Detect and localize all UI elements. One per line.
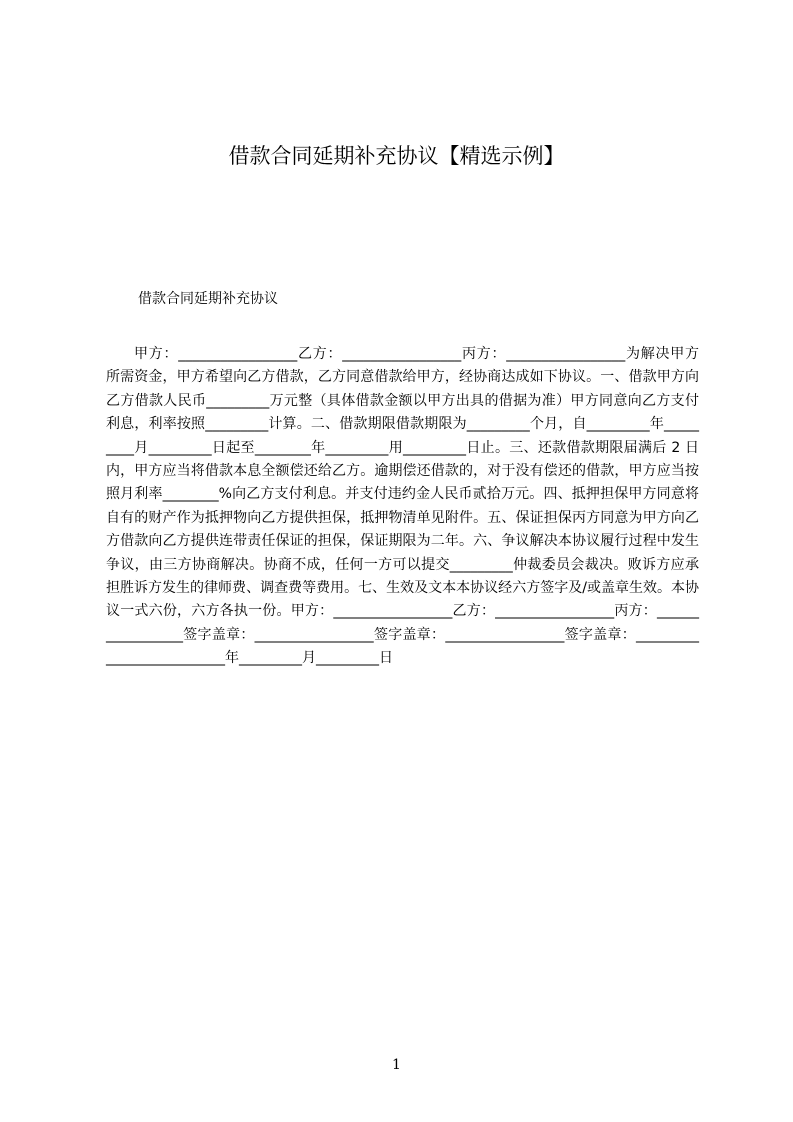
agreement-subheading: 借款合同延期补充协议 xyxy=(138,291,278,307)
page-title: 借款合同延期补充协议【精选示例】 xyxy=(228,144,565,168)
agreement-body-paragraph: 甲方：_________________乙方：_________________丙方：_________________为解决甲方所需资金，甲方希望向乙方借款，乙方同意借款给甲方，经协商达成如下协议。一、借款甲方向乙方借款人民币_________万元整（具体借款金额以甲方出具的借据为准）甲方同意向乙方支付利息，利率按照_________计算。二、借款期限借款期限为_________个月，自_________年_________月_________日起至________年_________用_________日止。三、还款借款期限届满后 2 日内，甲方应当将借款本息全额偿还给乙方。逾期偿还借款的，对于没有偿还的借款，甲方应当按照月利率________%向乙方支付利息。并支付违约金人民币贰拾万元。四、抵押担保甲方同意将自有的财产作为抵押物向乙方提供担保，抵押物清单见附件。五、保证担保丙方同意为甲方向乙方借款向乙方提供连带责任保证的担保，保证期限为二年。六、争议解决本协议履行过程中发生争议，由三方协商解决。协商不成，任何一方可以提交_________仲裁委员会裁决。败诉方应承担胜诉方发生的律师费、调查费等费用。七、生效及文本本协议经六方签字及/或盖章生效。本协议一式六份，六方各执一份。甲方：_________________乙方：_________________丙方：_________________签字盖章：_________________签字盖章：_________________签字盖章：__________________________年_________月_________日 xyxy=(106,346,699,667)
page-number: 1 xyxy=(392,1057,401,1073)
